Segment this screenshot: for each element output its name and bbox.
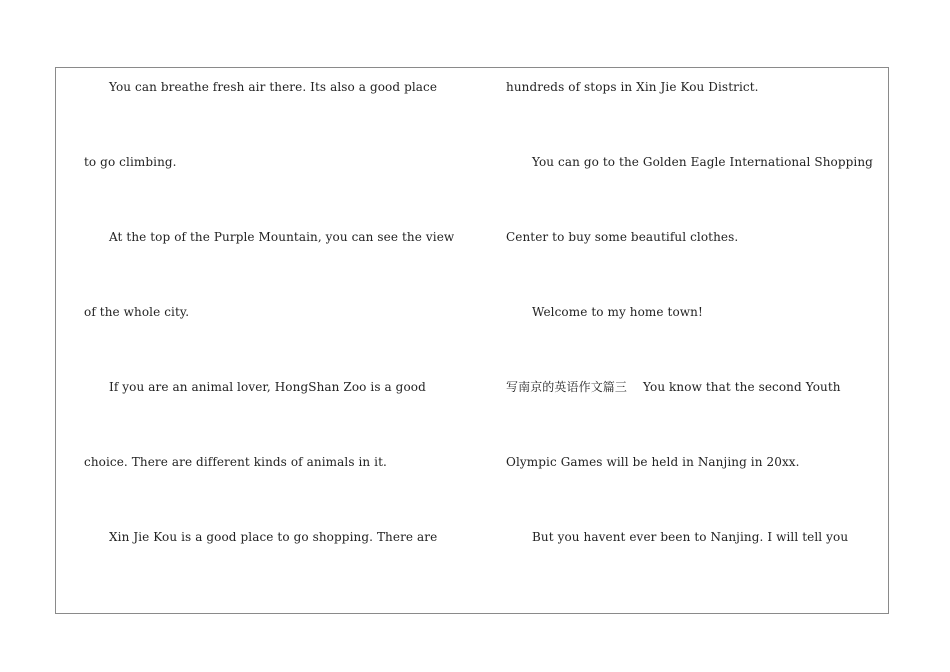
- right-line-4: Welcome to my home town!: [532, 305, 703, 319]
- left-line-4: of the whole city.: [84, 305, 190, 319]
- right-line-6: Olympic Games will be held in Nanjing in 20xx.: [506, 455, 800, 469]
- left-line-7: Xin Jie Kou is a good place to go shopping. There are: [109, 530, 438, 544]
- left-line-6: choice. There are different kinds of animals in it.: [84, 455, 387, 469]
- right-line-1: hundreds of stops in Xin Jie Kou District.: [506, 80, 759, 94]
- left-line-3: At the top of the Purple Mountain, you can see the view: [109, 230, 455, 244]
- left-line-5: If you are an animal lover, HongShan Zoo is a good: [109, 380, 426, 394]
- right-line-3: Center to buy some beautiful clothes.: [506, 230, 739, 244]
- right-line-5: 写南京的英语作文篇三 You know that the second Youth: [506, 380, 841, 394]
- right-line-7: But you havent ever been to Nanjing. I will tell you: [532, 530, 849, 544]
- right-line-2: You can go to the Golden Eagle International Shopping: [532, 155, 873, 169]
- left-line-2: to go climbing.: [84, 155, 177, 169]
- left-line-1: You can breathe fresh air there. Its also a good place: [109, 80, 438, 94]
